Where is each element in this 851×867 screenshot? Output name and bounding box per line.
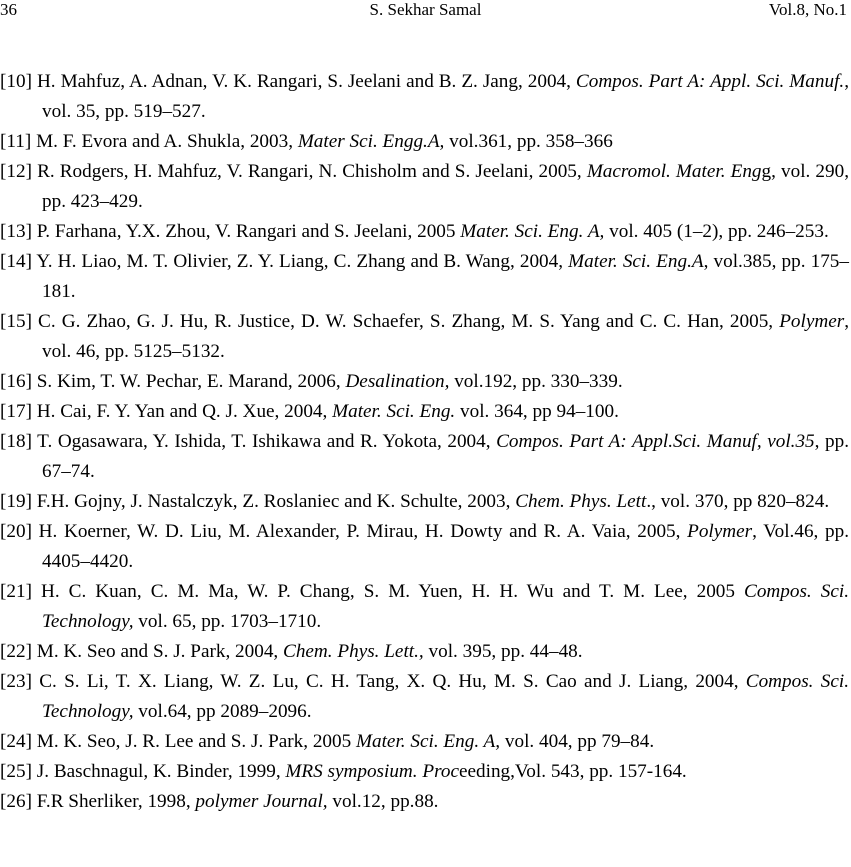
reference-source: Macromol. Mater. Eng	[586, 161, 762, 182]
reference-authors: H. Mahfuz, A. Adnan, V. K. Rangari, S. Jeelani and B. Z. Jang, 2004,	[31, 71, 576, 92]
reference-details: vol. 405 (1–2), pp. 246–253.	[604, 221, 829, 242]
reference-entry	[0, 727, 849, 757]
reference-entry	[0, 247, 849, 307]
reference-details: vol. 364, pp 94–100.	[455, 401, 619, 422]
reference-authors: Y. H. Liao, M. T. Olivier, Z. Y. Liang, C. Zhang and B. Wang, 2004,	[31, 251, 569, 272]
reference-entry	[0, 757, 849, 787]
reference-entry	[0, 517, 849, 577]
reference-authors: H. C. Kuan, C. M. Ma, W. P. Chang, S. M. Yuen, H. H. Wu and T. M. Lee, 2005	[31, 581, 745, 602]
reference-authors: M. K. Seo, J. R. Lee and S. J. Park, 2005	[31, 731, 357, 752]
reference-number: [19]	[0, 491, 32, 512]
reference-authors: T. Ogasawara, Y. Ishida, T. Ishikawa and R. Yokota, 2004,	[31, 431, 497, 452]
reference-entry	[0, 427, 849, 487]
reference-source: Mater Sci. Engg.A,	[297, 131, 445, 152]
reference-authors: C. S. Li, T. X. Liang, W. Z. Lu, C. H. Tang, X. Q. Hu, M. S. Cao and J. Liang, 2004,	[31, 671, 746, 692]
reference-details: vol.12, pp.88.	[327, 791, 439, 812]
reference-number: [23]	[0, 671, 32, 692]
reference-authors: R. Rodgers, H. Mahfuz, V. Rangari, N. Chisholm and S. Jeelani, 2005,	[31, 161, 587, 182]
reference-source: Mater. Sci. Eng.	[332, 401, 456, 422]
reference-entry	[0, 397, 849, 427]
reference-authors: M. F. Evora and A. Shukla, 2003,	[31, 131, 298, 152]
reference-entry	[0, 577, 849, 637]
reference-number: [12]	[0, 161, 32, 182]
reference-source: Chem. Phys. Lett.,	[283, 641, 424, 662]
reference-number: [26]	[0, 791, 32, 812]
page-header	[0, 0, 851, 20]
reference-authors: F.R Sherliker, 1998,	[31, 791, 196, 812]
reference-source: Mater. Sci. Eng.A	[568, 251, 704, 272]
reference-details: vol.192, pp. 330–339.	[449, 371, 623, 392]
reference-entry	[0, 637, 849, 667]
reference-details: vol. 65, pp. 1703–1710.	[133, 611, 322, 632]
reference-number: [24]	[0, 731, 32, 752]
reference-number: [18]	[0, 431, 32, 452]
reference-source: Compos. Sci. Technology,	[42, 671, 849, 722]
reference-details: vol. 404, pp 79–84.	[500, 731, 655, 752]
reference-authors: H. Cai, F. Y. Yan and Q. J. Xue, 2004,	[31, 401, 333, 422]
reference-number: [10]	[0, 71, 32, 92]
reference-authors: H. Koerner, W. D. Liu, M. Alexander, P. Mirau, H. Dowty and R. A. Vaia, 2005,	[31, 521, 688, 542]
reference-authors: C. G. Zhao, G. J. Hu, R. Justice, D. W. Schaefer, S. Zhang, M. S. Yang and C. C. Han, 2005,	[31, 311, 780, 332]
reference-source: Chem. Phys. Lett	[515, 491, 647, 512]
reference-details: vol.64, pp 2089–2096.	[133, 701, 312, 722]
reference-authors: M. K. Seo and S. J. Park, 2004,	[31, 641, 284, 662]
reference-source: Polymer	[779, 311, 845, 332]
reference-details: , pp. 67–74.	[42, 431, 849, 482]
reference-entry	[0, 67, 849, 127]
reference-number: [14]	[0, 251, 32, 272]
reference-entry	[0, 157, 849, 217]
reference-entry	[0, 217, 849, 247]
reference-number: [20]	[0, 521, 32, 542]
reference-details: eeding,Vol. 543, pp. 157-164.	[458, 761, 687, 782]
reference-details: ., vol. 370, pp 820–824.	[646, 491, 830, 512]
reference-entry	[0, 787, 849, 817]
reference-number: [25]	[0, 761, 32, 782]
reference-number: [13]	[0, 221, 32, 242]
reference-details: vol. 395, pp. 44–48.	[423, 641, 583, 662]
running-author: S. Sekhar Samal	[369, 0, 482, 19]
reference-source: polymer Journal,	[195, 791, 328, 812]
reference-source: MRS symposium. Proc	[285, 761, 459, 782]
reference-source: Compos. Part A: Appl. Sci. Manuf.	[575, 71, 845, 92]
reference-authors: F.H. Gojny, J. Nastalczyk, Z. Roslaniec and K. Schulte, 2003,	[31, 491, 516, 512]
reference-details: , vol.385, pp. 175–181.	[42, 251, 849, 302]
reference-source: Polymer	[687, 521, 753, 542]
reference-entry	[0, 127, 849, 157]
reference-authors: P. Farhana, Y.X. Zhou, V. Rangari and S. Jeelani, 2005	[31, 221, 461, 242]
reference-number: [22]	[0, 641, 32, 662]
reference-number: [17]	[0, 401, 32, 422]
reference-source: Desalination,	[345, 371, 450, 392]
reference-entry	[0, 487, 849, 517]
volume-info: Vol.8, No.1	[768, 0, 847, 19]
reference-details: g, vol. 290, pp. 423–429.	[42, 161, 850, 212]
reference-details: , Vol.46, pp. 4405–4420.	[42, 521, 849, 572]
reference-entry	[0, 307, 849, 367]
reference-details: vol.361, pp. 358–366	[444, 131, 613, 152]
reference-source: Mater. Sci. Eng. A,	[460, 221, 605, 242]
reference-details: , vol. 35, pp. 519–527.	[42, 71, 849, 122]
reference-source: Compos. Part A: Appl.Sci. Manuf, vol.35	[496, 431, 815, 452]
reference-number: [21]	[0, 581, 32, 602]
reference-details: , vol. 46, pp. 5125–5132.	[42, 311, 849, 362]
reference-source: Mater. Sci. Eng. A,	[356, 731, 501, 752]
reference-number: [15]	[0, 311, 32, 332]
page-number: 36	[0, 0, 17, 19]
reference-list	[0, 67, 849, 817]
reference-entry	[0, 667, 849, 727]
reference-authors: J. Baschnagul, K. Binder, 1999,	[31, 761, 286, 782]
reference-authors: S. Kim, T. W. Pechar, E. Marand, 2006,	[31, 371, 346, 392]
reference-number: [16]	[0, 371, 32, 392]
reference-entry	[0, 367, 849, 397]
reference-number: [11]	[0, 131, 32, 152]
reference-source: Compos. Sci. Technology,	[42, 581, 849, 632]
